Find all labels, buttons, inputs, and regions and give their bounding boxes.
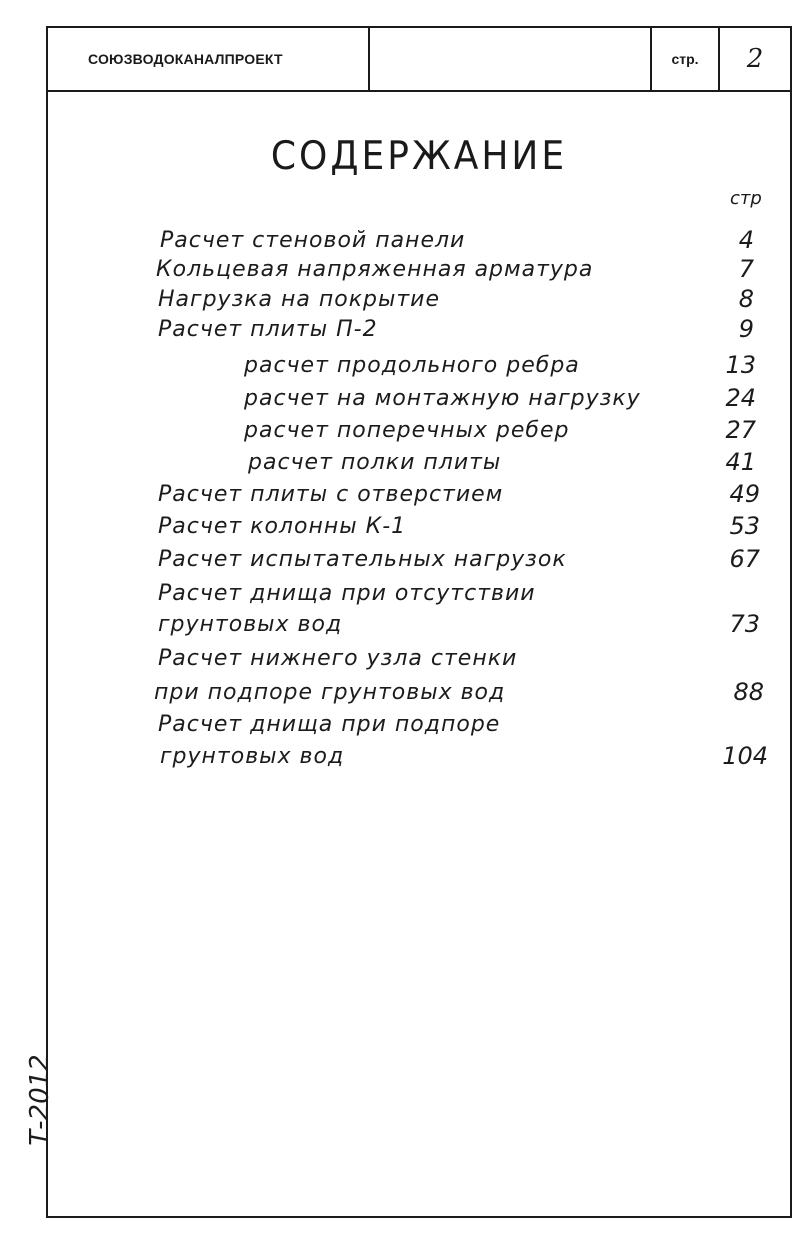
toc-entry-text: расчет полки плиты — [248, 450, 502, 475]
toc-entry-text: Нагрузка на покрытие — [158, 287, 441, 312]
toc-entry-text: Кольцевая напряженная арматура — [156, 257, 594, 282]
toc-entry-page: 27 — [725, 416, 756, 444]
toc-entry-text: грунтовых вод — [158, 612, 343, 637]
toc-entry-page: 7 — [738, 255, 754, 283]
toc-entry-text: Расчет днища при отсутствии — [158, 581, 536, 606]
page-number: 2 — [746, 44, 764, 74]
organization-name: СОЮЗВОДОКАНАЛПРОЕКТ — [48, 28, 370, 90]
toc-entry-page: 73 — [729, 610, 760, 638]
toc-entry-page: 104 — [722, 742, 768, 770]
toc-entry-page: 8 — [738, 285, 754, 313]
toc-entry-page: 41 — [725, 448, 756, 476]
page-frame — [46, 26, 792, 1218]
document-code-text: Т-2012 — [25, 1054, 55, 1146]
toc-entry-page: 4 — [738, 226, 754, 254]
page-label: стр. — [652, 28, 720, 90]
toc-entry-text: при подпоре грунтовых вод — [154, 680, 506, 705]
toc-entry-text: Расчет днища при подпоре — [158, 712, 501, 737]
page-column-label: стр — [730, 188, 762, 209]
toc-entry-text: расчет на монтажную нагрузку — [244, 386, 641, 411]
toc-entry-text: грунтовых вод — [160, 744, 345, 769]
toc-entry-text: Расчет колонны К-1 — [158, 514, 407, 539]
toc-entry-text: расчет продольного ребра — [244, 353, 580, 378]
toc-entry-page: 88 — [733, 678, 764, 706]
toc-entry-text: Расчет плиты с отверстием — [158, 482, 504, 507]
toc-entry-page: 13 — [725, 351, 756, 379]
table-of-contents — [48, 28, 790, 1216]
document-code — [10, 1015, 70, 1185]
toc-entry-text: Расчет плиты П-2 — [158, 317, 378, 342]
toc-entry-page: 24 — [725, 384, 756, 412]
toc-entry-page: 67 — [729, 545, 760, 573]
toc-entry-page: 9 — [738, 315, 754, 343]
toc-entry-text: Расчет стеновой панели — [160, 228, 466, 253]
toc-entry-text: Расчет нижнего узла стенки — [158, 646, 518, 671]
toc-entry-text: расчет поперечных ребер — [244, 418, 570, 443]
toc-entry-page: 53 — [729, 512, 760, 540]
toc-entry-page: 49 — [729, 480, 760, 508]
toc-entry-text: Расчет испытательных нагрузок — [158, 547, 567, 572]
page-title: СОДЕРЖАНИЕ — [270, 133, 568, 180]
